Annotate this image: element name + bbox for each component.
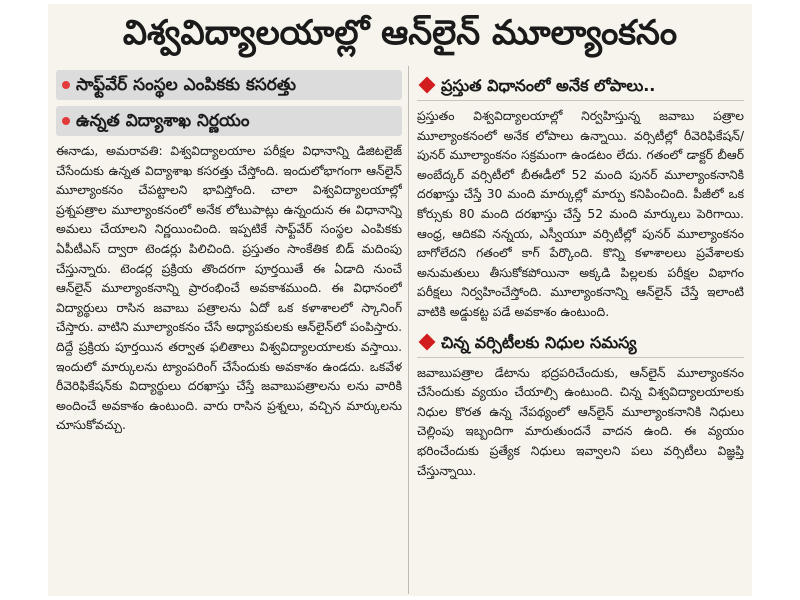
left-column [56,66,402,594]
section-marker-icon [419,333,436,350]
bullet-icon [62,81,70,89]
subheading-text: సాఫ్ట్‌వేర్ సంస్థల ఎంపికకు కసరత్తు [76,75,296,95]
section-heading-text: చిన్న వర్సిటీలకు నిధుల సమస్య [441,332,637,352]
section-marker-icon [419,77,436,94]
section-heading-flaws [417,72,744,101]
subheading-higher-education [56,106,402,136]
bullet-icon [62,117,70,125]
right-column [408,66,744,594]
newspaper-clipping [48,4,752,596]
section-body-funding: జవాబుపత్రాల డేటాను భద్రపరిచేందుకు, ఆన్‌లైన్ మూల్యాంకనం చేసేందుకు వ్యయం చేయాల్సి ఉంటుంది. చిన్న విశ్వవిద్యాలయాలకు నిధుల కొరత ఉన్న నేపథ్యంలో ఆన్‌లైన్ మూల్యాంకనానికి నిధులు చెల్లింపు ఇబ్బందిగా మారుతుందనే వాదన ఉంది. ఈ వ్యయం భరించేందుకు ప్రత్యేక నిధులు ఇవ్వాలని పలు వర్సిటీలు విజ్ఞప్తి చేస్తున్నాయి. [417,365,744,478]
article-body: ఈనాడు, అమరావతి: విశ్వవిద్యాలయాల పరీక్షల విధానాన్ని డిజిటలైజ్ చేసేందుకు ఉన్నత విద్యాశాఖ కసరత్తు చేస్తోంది. ఇందులోభాగంగా ఆన్‌లైన్ మూల్యాంకనం చేపట్టాలని భావిస్తోంది. చాలా విశ్వవిద్యాలయాల్లో ప్రశ్నపత్రాల మూల్యాంకనంలో అనేక లోటుపాట్లు ఉన్నందున ఈ విధానాన్ని అమలు చేయాలని నిర్ణయించింది. ఇప్పటికే సాఫ్ట్‌వేర్ సంస్థల ఎంపికకు ఏపీటీఎస్ ద్వారా టెండర్లు పిలిచింది. ప్రస్తుతం సాంకేతిక బిడ్ మదింపు చేస్తున్నారు. టెండర్ల ప్రక్రియ తొందరగా పూర్తయితే ఈ ఏడాది నుంచే ఆన్‌లైన్ మూల్యాంకనాన్ని ప్రారంభించే అవకాశముంది. ఈ విధానంలో విద్యార్థులు రాసిన జవాబు పత్రాలను ఏదో ఒక కళాశాలలో స్కానింగ్ చేస్తారు. వాటిని మూల్యాంకనం చేసే అధ్యాపకులకు ఆన్‌లైన్‌లో పంపిస్తారు. దిద్దే ప్రక్రియ పూర్తయిన తర్వాత ఫలితాలు విశ్వవిద్యాలయాలకు వస్తాయి. ఇందులో మార్కులను ట్యాంపరింగ్ చేసేందుకు అవకాశం ఉండదు. ఒకవేళ రీవెరిఫికేషన్‌కు విద్యార్థులు దరఖాస్తు చేస్తే జవాబుపత్రాలను లను వారికి అందించే అవకాశం ఉంటుంది. వారు రాసిన ప్రశ్నలు, వచ్చిన మార్కులను చూసుకోవచ్చు. [56,144,402,433]
section-body-flaws: ప్రస్తుతం విశ్వవిద్యాలయాల్లో నిర్వహిస్తున్న జవాబు పత్రాల మూల్యాంకనంలో అనేక లోపాలు ఉన్నాయి. వర్సిటీల్లో రీవెరిఫికేషన్/పునర్ మూల్యాంకనం సక్రమంగా ఉండటం లేదు. గతంలో డాక్టర్ బీఆర్ అంబేద్కర్ వర్సిటీలో బీఈడీలో 52 మంది పునర్ మూల్యాంకనానికి దరఖాస్తు చేస్తే 30 మంది మార్కుల్లో మార్పు కనిపించింది. పీజీలో ఒక కోర్సుకు 80 మంది దరఖాస్తు చేస్తే 52 మంది మార్కులు పెరిగాయి. ఆంధ్ర, ఆదికవి నన్నయ, ఎస్వీయూ వర్సిటీల్లో పునర్ మూల్యాంకనం బాగోలేదని గతంలో కాగ్ పేర్కొంది. కొన్ని కళాశాలలు ప్రవేశాలకు అనుమతులు తీసుకోకపోయినా అక్కడి పిల్లలకు పరీక్షల విభాగం పరీక్షలు నిర్వహించేస్తోంది. మూల్యాంకనాన్ని ఆన్‌లైన్ చేస్తే ఇలాంటి వాటికి అడ్డుకట్ట పడే అవకాశం ఉంటుంది. [417,109,744,319]
subheading-text: ఉన్నత విద్యాశాఖ నిర్ణయం [76,111,250,131]
section-heading-funding [417,329,744,358]
subheading-software-firms [56,70,402,100]
headline: విశ్వవిద్యాలయాల్లో ఆన్‌లైన్ మూల్యాంకనం [122,13,678,53]
section-heading-text: ప్రస్తుత విధానంలో అనేక లోపాలు.. [441,76,656,95]
